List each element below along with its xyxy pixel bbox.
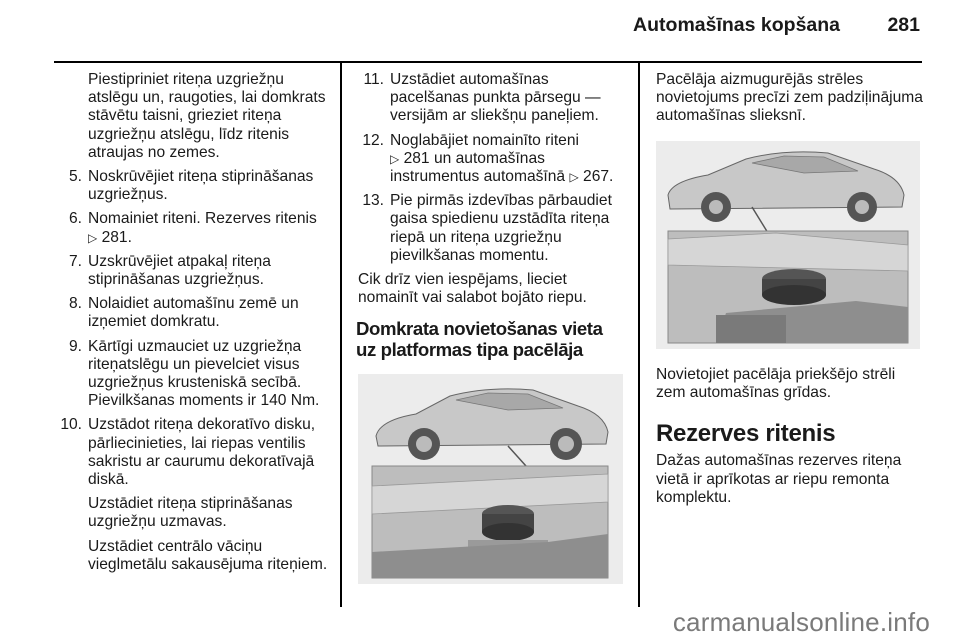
page-ref[interactable]: 267.: [583, 168, 614, 186]
lift-arm-illustration: [656, 141, 920, 349]
section-heading-lift: Domkrata novietošanas vieta uz platformas tipa pacēlāja: [356, 318, 603, 361]
step-10-note-1: Uzstādiet riteņa stiprināšanas uzgriežņu uzmavas.: [88, 495, 293, 531]
column-divider-1: [340, 62, 342, 607]
running-header: [633, 14, 920, 37]
arrow-triangle-icon[interactable]: ▷: [569, 170, 579, 185]
step-8: 8. Nolaidiet automašīnu zemē un izņemiet domkratu.: [68, 295, 299, 331]
step-10-note-2: Uzstādiet centrālo vāciņu vieglmetālu sakausējuma riteņiem.: [88, 537, 328, 573]
step-12: 12. Noglabājiet nomainīto riteni ▷ 281 un automašīnas instrumentus automašīnā ▷ 267.: [362, 131, 614, 186]
arrow-triangle-icon[interactable]: ▷: [88, 230, 98, 245]
arrow-triangle-icon[interactable]: ▷: [390, 151, 400, 166]
column-1: [54, 62, 336, 574]
paragraph-repair: Cik drīz vien iespējams, lieciet nomainīt vai salabot bojāto riepu.: [358, 271, 587, 307]
step-7: 7. Uzskrūvējiet atpakaļ riteņa stiprināšanas uzgriežņus.: [68, 252, 271, 289]
lift-point-illustration: [358, 374, 623, 584]
section-title: Automašīnas kopšana: [633, 14, 841, 36]
paragraph-rear-arm: Pacēlāja aizmugurējās strēles novietojums precīzi zem padziļinājuma automašīnas slieksnī.: [656, 71, 923, 125]
step-13: 13. Pie pirmās izdevības pārbaudiet gaisa spiedienu uzstādīta riteņa riepā un riteņa uzgriežņu pievilkšanas momentu.: [362, 192, 612, 264]
step-11: 11. Uzstādiet automašīnas pacelšanas punkta pārsegu — versijām ar sliekšņu paneļiem.: [363, 71, 601, 125]
column-divider-2: [638, 62, 640, 607]
paragraph-front-arm: Novietojiet pacēlāja priekšējo strēli zem automašīnas grīdas.: [656, 366, 896, 402]
step-9: 9. Kārtīgi uzmauciet uz uzgriežņa riteņatslēgu un pievelciet visus uzgriežņus krusteniskā secībā. Pievilkšanas moments ir 140 Nm.: [68, 337, 320, 410]
page-ref[interactable]: 281: [403, 149, 430, 167]
page-number: 281: [887, 14, 920, 36]
paragraph-spare-wheel: Dažas automašīnas rezerves riteņa vietā ir aprīkotas ar riepu remonta komplektu.: [656, 452, 902, 506]
page-ref[interactable]: 281.: [101, 228, 132, 246]
column-3-lower: [656, 366, 924, 507]
section-heading-spare-wheel: Rezerves ritenis: [656, 420, 836, 448]
column-2: [356, 62, 626, 360]
step-6: 6. Nomainiet riteni. Rezerves ritenis ▷ 281.: [68, 210, 317, 246]
column-3: [656, 62, 924, 126]
paragraph-continued: Piestipriniet riteņa uzgriežņu atslēgu un, raugoties, lai domkrats stāvētu taisni, grieziet riteņa uzgriežņu atslēgu, līdz ritenis atraujas no zemes.: [88, 71, 326, 161]
step-10: 10. Uzstādot riteņa dekoratīvo disku, pārliecinieties, lai riepas ventilis sakristu ar caurumu dekoratīvajā diskā.: [60, 416, 316, 489]
step-5: 5. Noskrūvējiet riteņa stiprināšanas uzgriežņus.: [68, 168, 314, 204]
watermark: carmanualsonline.info: [672, 607, 930, 637]
